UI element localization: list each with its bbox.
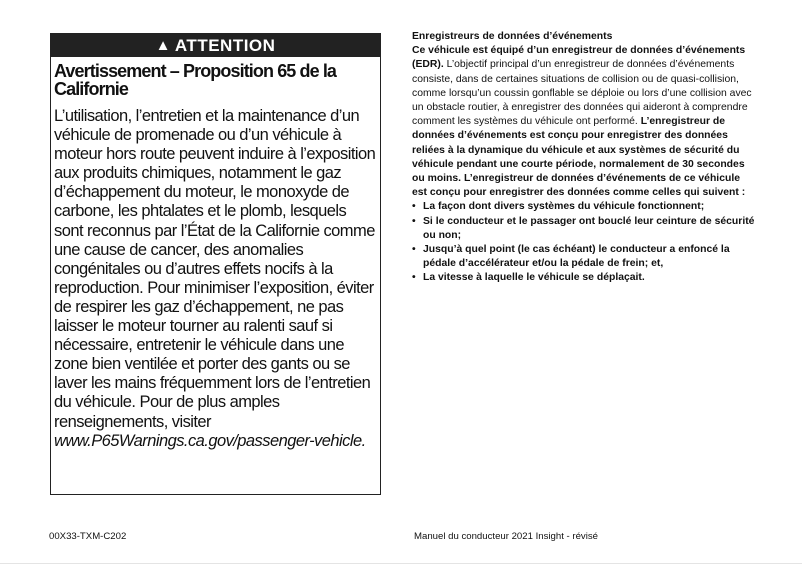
edr-intro-bold: Ce véhicule est équipé d’un enregistreur de données d’événements (EDR). (412, 45, 746, 71)
edr-section (412, 30, 757, 286)
warning-body (54, 107, 377, 451)
edr-intro-text: L’objectif principal d’un enregistreur de données d’événements consiste, dans de certaines situations de collision ou de quasi-collision, comme lorsqu’un coussin gonflable se déploie ou lors d’une collision avec un obstacle routier, à enregistrer des données qui aideront à comprendre comment les systèmes du véhicule ont performé. (412, 59, 752, 128)
list-item: • La façon dont divers systèmes du véhicule fonctionnent; (412, 200, 757, 214)
warning-url: www.P65Warnings.ca.gov/passenger-vehicle. (54, 431, 366, 450)
prop65-warning-box (50, 33, 381, 495)
warning-header-label: ATTENTION (174, 35, 276, 55)
warning-triangle-icon: ▲ (155, 37, 171, 54)
warning-header (51, 34, 380, 57)
edr-purpose-bold: L’enregistreur de données d’événements est conçu pour enregistrer des données reliées à la dynamique du véhicule et aux systèmes de sécurité du véhicule pendant une courte période, normalement de 30 secondes ou moins. L’enregistreur de données d’événements de ce véhicule est conçu pour enregistrer des données comme celles qui suivent : (412, 116, 746, 199)
list-item: • Jusqu’à quel point (le cas échéant) le conducteur a enfoncé la pédale d’accélérateur et/ou la pédale de frein; et, (412, 243, 757, 271)
list-item: • La vitesse à laquelle le véhicule se déplaçait. (412, 271, 757, 285)
edr-paragraph (412, 44, 757, 200)
footer-manual-title: Manuel du conducteur 2021 Insight - révisé (414, 531, 598, 542)
edr-heading-text: Enregistreurs de données d’événements (412, 31, 613, 42)
footer-divider (0, 563, 802, 564)
warning-body-text: L’utilisation, l’entretien et la maintenance d’un véhicule de promenade ou d’un véhicule à moteur hors route peuvent induire à l’exposition aux produits chimiques, notamment le gaz d’échappement du moteur, le monoxyde de carbone, les phtalates et le plomb, lesquels sont reconnus par l’État de la Californie comme une cause de cancer, des anomalies congénitales ou d’autres effets nocifs à la reproduction. Pour minimiser l’exposition, éviter de respirer les gaz d’échappement, ne pas laisser le moteur tourner au ralenti sauf si nécessaire, entretenir le véhicule dans une zone bien ventilée et porter des gants ou se laver les mains fréquemment lors de l’entretien du véhicule. Pour de plus amples renseignements, visiter (54, 107, 376, 431)
footer-code: 00X33-TXM-C202 (49, 531, 127, 542)
edr-bullet-list (412, 200, 757, 285)
warning-title: Avertissement – Proposition 65 de la Californie (54, 61, 337, 99)
edr-heading (412, 30, 757, 44)
list-item: • Si le conducteur et le passager ont bouclé leur ceinture de sécurité ou non; (412, 215, 757, 243)
